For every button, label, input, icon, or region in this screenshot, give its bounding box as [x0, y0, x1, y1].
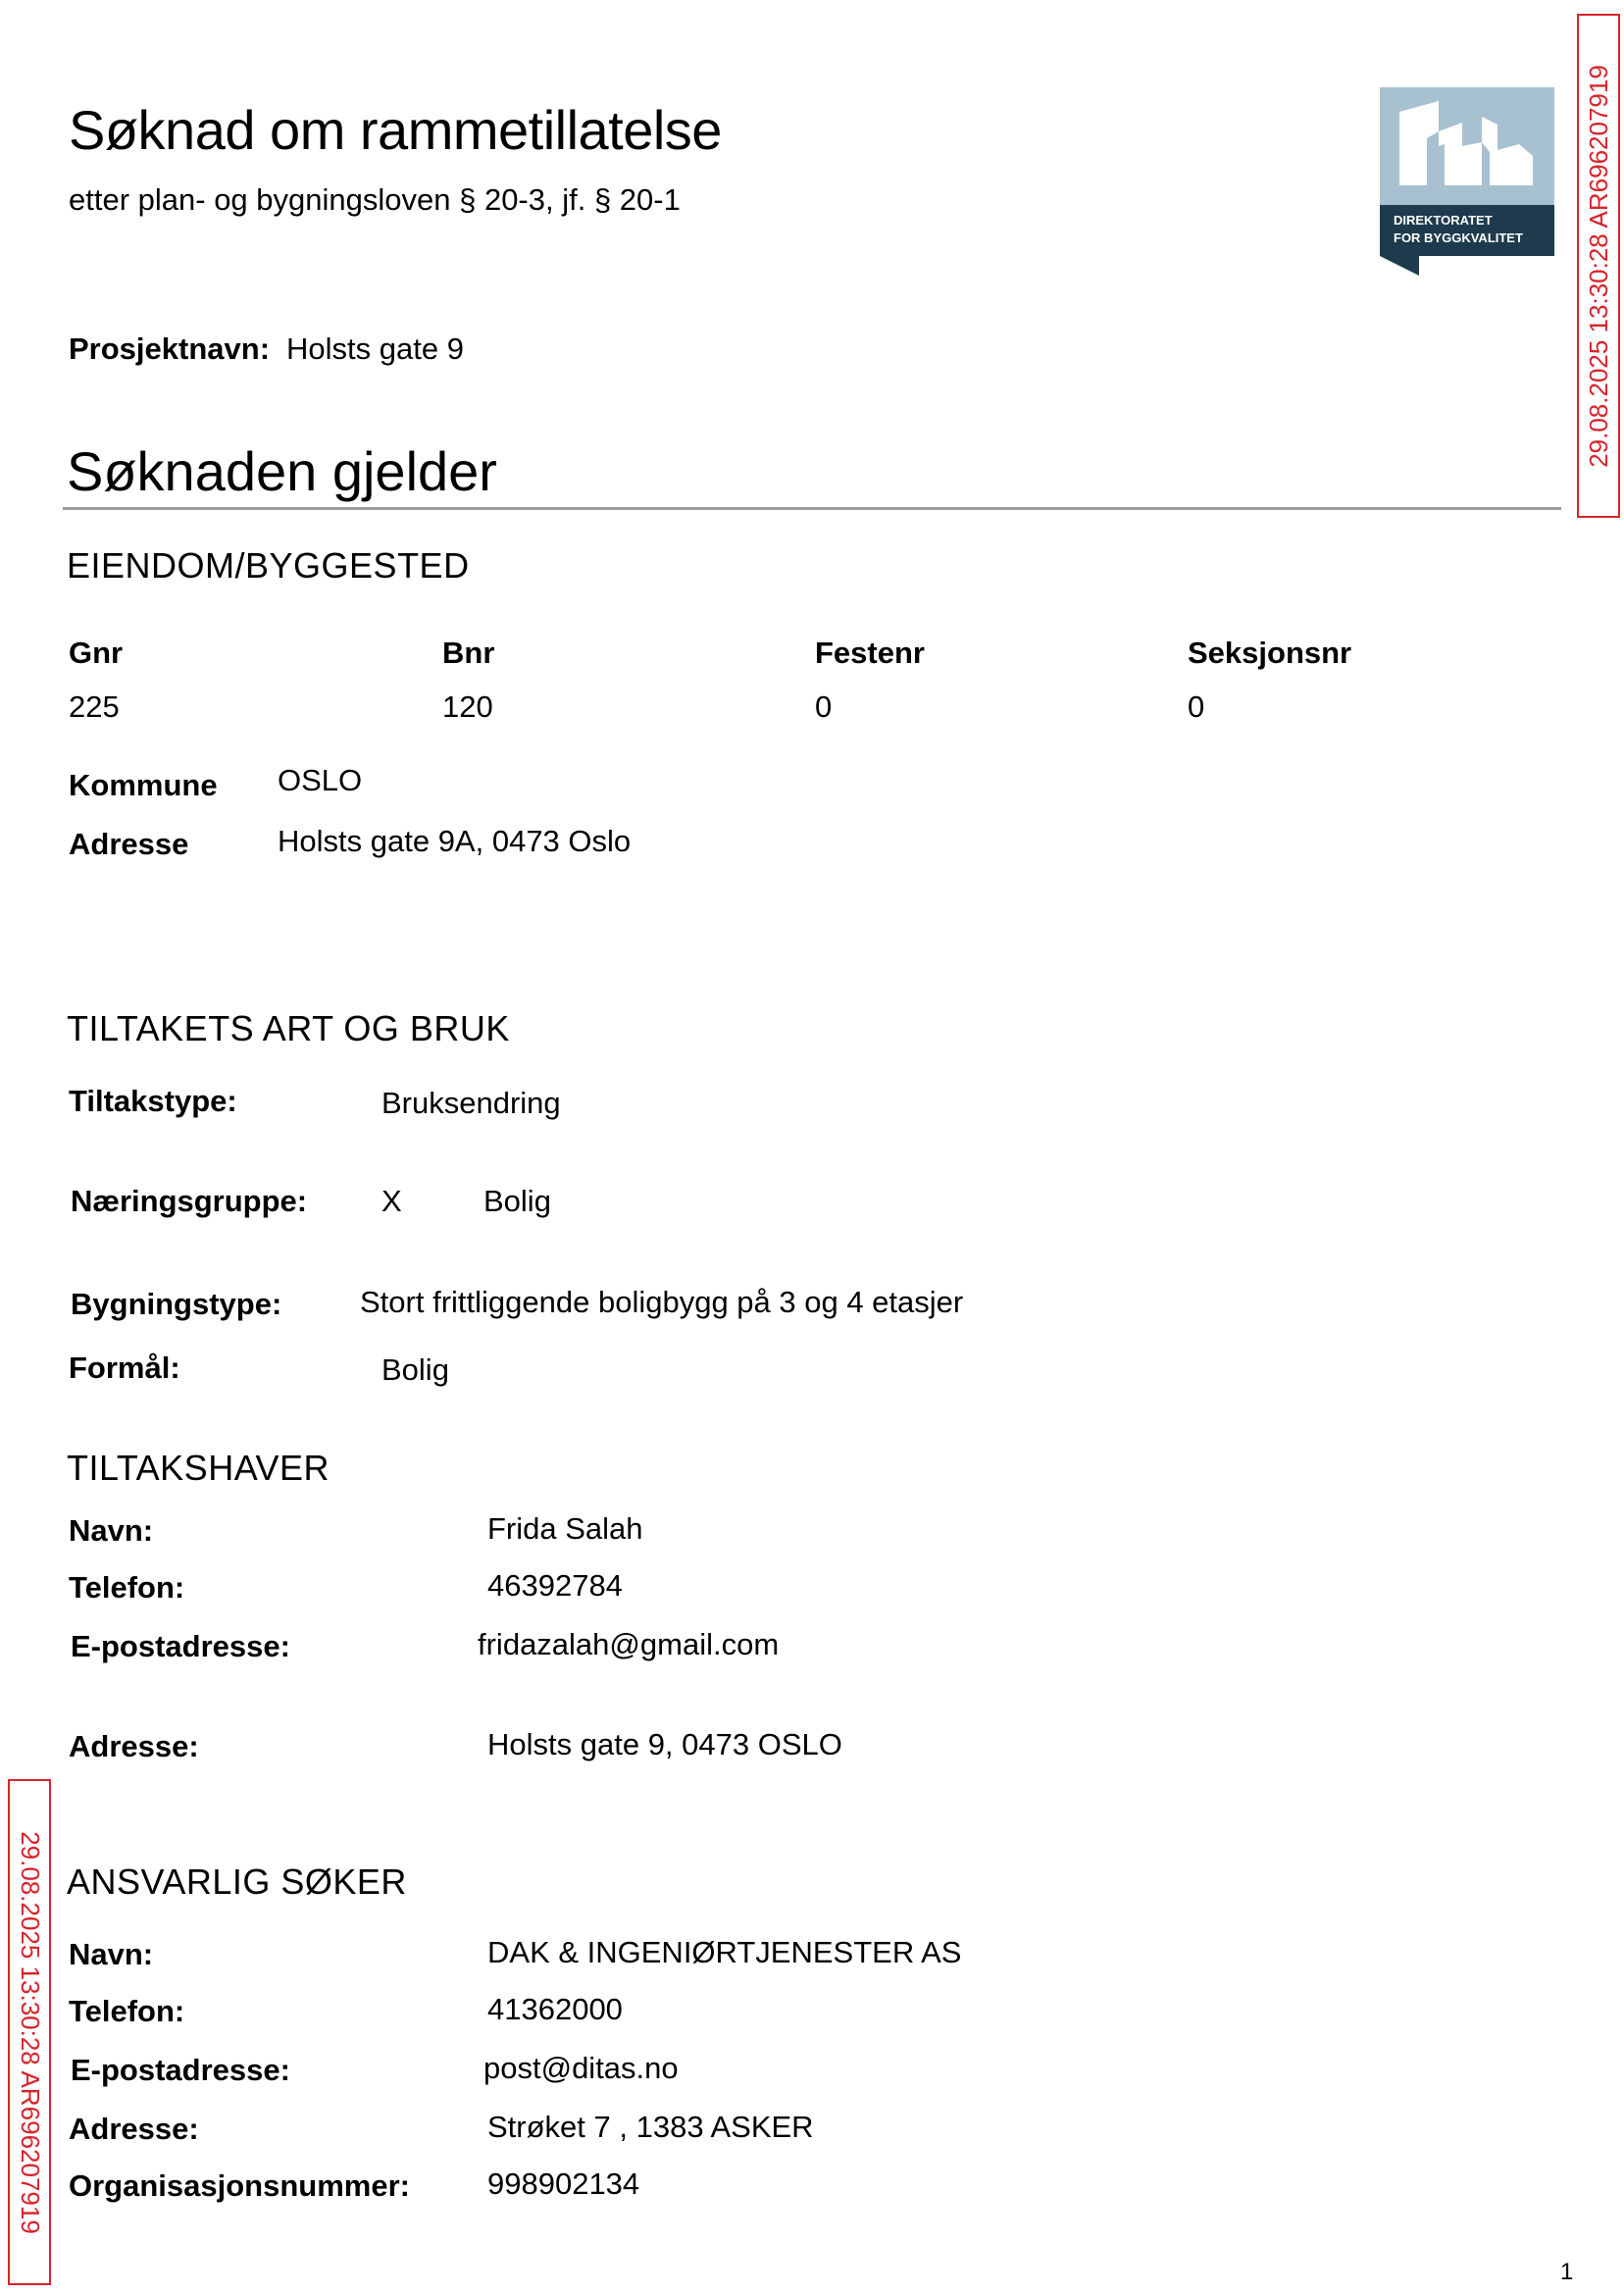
applicant-address-value: Strøket 7 , 1383 ASKER: [487, 2110, 814, 2144]
owner-section-title: TILTAKSHAVER: [67, 1448, 330, 1488]
property-section-title: EIENDOM/BYGGESTED: [67, 545, 470, 586]
naeringsgruppe-code: X: [381, 1184, 402, 1218]
document-title: Søknad om rammetillatelse: [69, 99, 722, 161]
stamp-text: 29.08.2025 13:30:28 AR696207919: [15, 1830, 45, 2234]
org-number-value: 998902134: [487, 2167, 640, 2201]
owner-phone-value: 46392784: [487, 1568, 623, 1603]
gnr-label: Gnr: [69, 636, 124, 670]
applicant-email-label: E-postadresse:: [71, 2053, 290, 2087]
owner-name-label: Navn:: [69, 1513, 154, 1548]
bnr-value: 120: [442, 689, 493, 724]
gnr-value: 225: [69, 689, 120, 724]
festenr-label: Festenr: [815, 636, 925, 670]
naeringsgruppe-value: Bolig: [483, 1184, 551, 1218]
project-name-value: Holsts gate 9: [286, 331, 464, 366]
formaal-value: Bolig: [381, 1352, 449, 1387]
owner-address-label: Adresse:: [69, 1729, 199, 1763]
owner-name-value: Frida Salah: [487, 1511, 643, 1546]
timestamp-stamp-right: [1577, 14, 1620, 518]
owner-phone-label: Telefon:: [69, 1570, 185, 1605]
applicant-name-value: DAK & INGENIØRTJENESTER AS: [487, 1935, 962, 1969]
org-number-label: Organisasjonsnummer:: [69, 2168, 410, 2203]
stamp-text: 29.08.2025 13:30:28 AR696207919: [1583, 64, 1613, 468]
bygningstype-value: Stort frittliggende boligbygg på 3 og 4 etasjer: [360, 1285, 964, 1319]
logo-text-1: DIREKTORATET: [1394, 213, 1493, 228]
kommune-value: OSLO: [278, 763, 363, 797]
applicant-phone-label: Telefon:: [69, 1994, 185, 2028]
formaal-label: Formål:: [69, 1351, 180, 1385]
address-label: Adresse: [69, 827, 189, 861]
timestamp-stamp-left: [8, 1779, 51, 2285]
address-value: Holsts gate 9A, 0473 Oslo: [278, 824, 632, 858]
tiltakstype-value: Bruksendring: [381, 1086, 561, 1120]
heading-divider: [63, 507, 1561, 510]
seksjonsnr-label: Seksjonsnr: [1188, 636, 1352, 670]
applicant-address-label: Adresse:: [69, 2112, 199, 2146]
festenr-value: 0: [815, 689, 833, 724]
applicant-email-value: post@ditas.no: [483, 2051, 679, 2085]
bnr-label: Bnr: [442, 636, 495, 670]
logo-graphic: [1380, 87, 1554, 276]
bygningstype-label: Bygningstype:: [71, 1287, 282, 1321]
measure-section-title: TILTAKETS ART OG BRUK: [67, 1008, 510, 1048]
project-name-label: Prosjektnavn:: [69, 331, 271, 366]
section-heading: Søknaden gjelder: [67, 440, 497, 502]
naeringsgruppe-label: Næringsgruppe:: [71, 1184, 308, 1218]
tiltakstype-label: Tiltakstype:: [69, 1084, 237, 1118]
applicant-name-label: Navn:: [69, 1937, 154, 1971]
applicant-section-title: ANSVARLIG SØKER: [67, 1861, 407, 1902]
kommune-label: Kommune: [69, 768, 218, 802]
logo-text-2: FOR BYGGKVALITET: [1394, 230, 1523, 245]
seksjonsnr-value: 0: [1188, 689, 1205, 724]
dibk-logo: [1380, 87, 1554, 276]
owner-email-label: E-postadresse:: [71, 1629, 290, 1663]
applicant-phone-value: 41362000: [487, 1992, 623, 2026]
owner-address-value: Holsts gate 9, 0473 OSLO: [487, 1727, 842, 1761]
page-number: 1: [1560, 2259, 1574, 2285]
document-subtitle: etter plan- og bygningsloven § 20-3, jf. § 20-1: [69, 182, 681, 217]
owner-email-value: fridazalah@gmail.com: [478, 1627, 780, 1661]
